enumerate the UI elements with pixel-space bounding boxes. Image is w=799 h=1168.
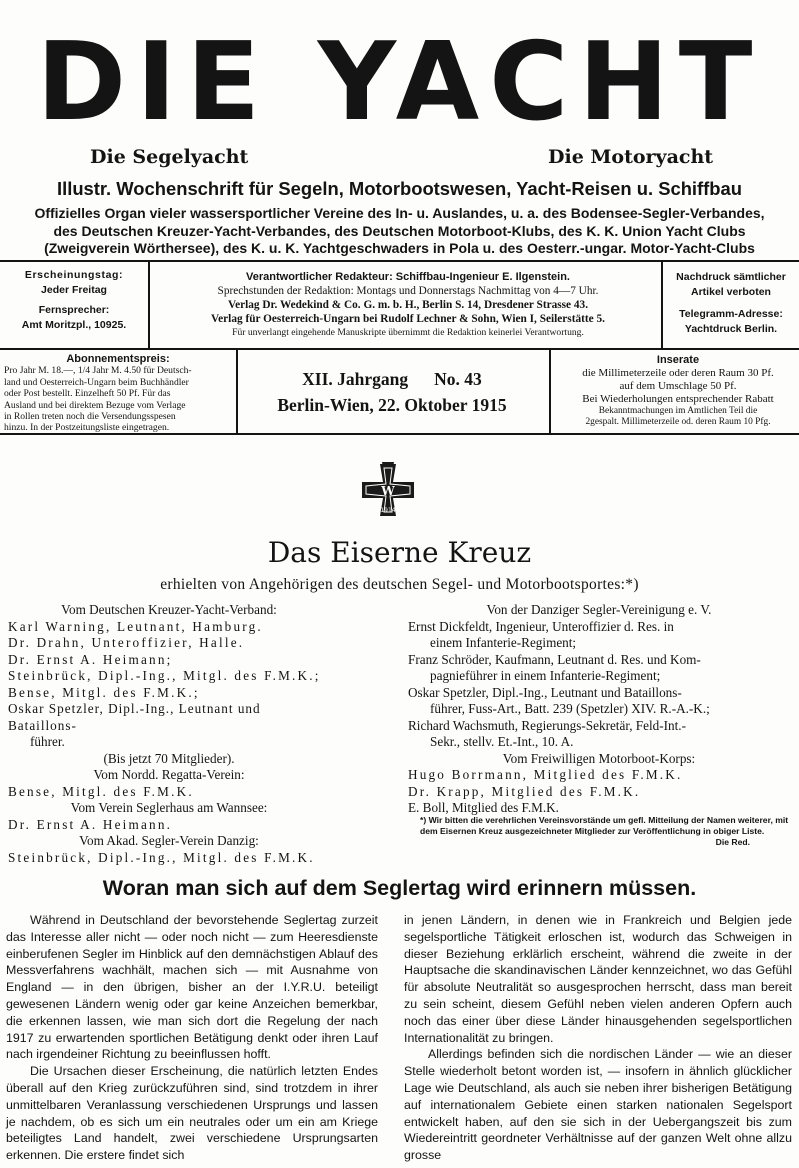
honoree: Steinbrück, Dipl.-Ing., Mitgl. des F.M.K. — [8, 849, 315, 865]
phone-number: Amt Moritzpl., 10925. — [21, 318, 127, 331]
phone-label: Fernsprecher: — [38, 304, 110, 316]
masthead-title: DIE YACHT — [36, 20, 763, 145]
issue-place-date: Berlin-Wien, 22. Oktober 1915 — [277, 395, 507, 415]
telegram-address: Yachtdruck Berlin. — [684, 322, 778, 335]
editorial-line: Verlag für Oesterreich-Ungarn bei Rudolf Lechner & Sohn, Wien I, Seilerstätte 5. — [211, 313, 605, 325]
honoree: Oskar Spetzler, Dipl.-Ing., Leutnant und Bataillons- — [408, 684, 682, 700]
advertising-heading: Inserate — [656, 354, 700, 366]
honoree: Dr. Drahn, Unteroffizier, Halle. — [8, 635, 245, 650]
advertising-line: Bei Wiederholungen entsprechender Rabatt — [582, 393, 774, 405]
club-heading: Vom Freiwilligen Motorboot-Korps: — [502, 750, 696, 766]
publication-info — [4, 268, 144, 332]
honoree-continued: führer, Fuss-Art., Batt. 239 (Spetzler) XIV. R.-A.-K.; — [430, 701, 710, 716]
honoree-continued: pagnieführer in einem Infanterie-Regiment; — [430, 668, 661, 683]
article-paragraph: in jenen Ländern, in denen wie in Frankreich und Belgien jede segelsportliche Tätigkeit erloschen ist, wodurch das Schweigen in dieser Beziehung erklärlich erscheint, während die zweite in der Hauptsache die skandinavischen Länder kennzeichnet, wo das Gefühl für absolute Neutralität so ausgesprochen herrscht, dass man bereit zu sein scheint, diesem Gefühl neben vielen anderen Opfern auch noch das einer über diese Länder hinausgehenden segelsportlichen Internationalität zu bringen. — [404, 913, 792, 1045]
editorial-line: Sprechstunden der Redaktion: Montags und Donnerstags Nachmittag von 4—7 Uhr. — [217, 285, 599, 297]
footnote-signature: Die Red. — [715, 837, 750, 847]
article-paragraph: Während in Deutschland der bevorstehende Seglertag zurzeit das Interesse aller nicht — oder noch nicht — zum Heeresdienste einberufenen Segler im Hinblick auf den demnächstigen Ablauf des Messverfahrens wachhält, machen sich — mit Ausnahme von England — in den übrigen, bisher an der I.Y.R.U. beteiligt gewesenen Ländern wenig oder gar keine Anzeichen bemerkbar, die erkennen lassen, wie man sich dort die Regelung der nach 1917 zu erwartenden sportlichen Betätigung denkt oder ihren Lauf nach irgendeiner Richtung zu beeinflussen hofft. — [6, 913, 378, 1062]
publication-day: Jeder Freitag — [41, 283, 107, 296]
reprint-info — [666, 270, 796, 336]
subscription-line: Pro Jahr M. 18.—, 1/4 Jahr M. 4.50 für Deutsch- — [4, 365, 192, 377]
masthead-organ-text — [0, 205, 799, 258]
advertising-info — [560, 354, 796, 428]
rule — [0, 348, 799, 350]
masthead-tagline: Illustr. Wochenschrift für Segeln, Motorbootswesen, Yacht-Reisen u. Schiffbau — [57, 178, 742, 199]
editorial-info — [157, 270, 659, 340]
honoree: Oskar Spetzler, Dipl.-Ing., Leutnant und Bataillons- — [8, 701, 261, 733]
reprint-note: Nachdruck sämtlicher — [676, 271, 786, 283]
manuscript-note: Für unverlangt eingehende Manuskripte übernimmt die Redaktion keinerlei Verantwortung. — [232, 327, 584, 338]
footnote-text: *) Wir bitten die verehrlichen Vereinsvorstände um gefl. Mitteilung der Namen weiterer, mit dem Eisernen Kreuz ausgezeichneter Mitglieder zur Veröffentlichung in obiger Liste. — [420, 815, 789, 836]
footnote — [420, 815, 790, 848]
article-paragraph: Die Ursachen dieser Erscheinung, die natürlich letzten Endes überall auf den Krieg zurückzuführen sind, sind trotzdem in ihrer unmittelbaren Veranlassung verschiedenen Ursprungs und lassen je nachdem, ob es sich um ein neutrales oder um ein am Kriege beteiligtes Land handelt, zwei verschiedene Ursprungsarten erkennen. Die erstere findet sich — [6, 1064, 378, 1163]
publication-day-label: Erscheinungstag: — [24, 269, 124, 281]
reprint-note: Artikel verboten — [691, 285, 771, 298]
article-left-column — [6, 912, 378, 1164]
masthead-subtitle-right: Die Motoryacht — [548, 146, 714, 168]
masthead-subtitle-left: Die Segelyacht — [90, 146, 249, 168]
issue-year: XII. Jahrgang — [302, 369, 409, 389]
advertising-note: Bekanntmachungen im Amtlichen Teil die — [598, 406, 758, 416]
issue-number: No. 43 — [434, 369, 482, 389]
advertising-line: die Millimeterzeile oder deren Raum 30 Pf. — [582, 367, 774, 379]
telegram-label: Telegramm-Adresse: — [679, 308, 783, 320]
honoree: Dr. Krapp, Mitglied des F.M.K. — [408, 783, 641, 799]
honoree-continued: einem Infanterie-Regiment; — [430, 635, 577, 650]
subscription-line: in Rollen treten noch die Versendungsspesen — [4, 411, 176, 423]
organ-line: des Deutschen Kreuzer-Yacht-Verbandes, des Deutschen Motorboot-Klubs, des K. K. Union Yacht Clubs — [53, 222, 746, 239]
divider — [549, 350, 551, 433]
divider — [148, 262, 150, 348]
subscription-line: land und Oesterreich-Ungarn beim Buchhändler — [4, 376, 189, 388]
honoree-continued: führer. — [30, 734, 65, 749]
subscription-line: Ausland und bei direktem Bezuge vom Verlage — [4, 399, 186, 411]
subscription-line: oder Post bestellt. Einzelheft 50 Pf. Für das — [4, 388, 171, 400]
editorial-line: Verlag Dr. Wedekind & Co. G. m. b. H., Berlin S. 14, Dresdener Strasse 43. — [227, 299, 589, 311]
member-count: (Bis jetzt 70 Mitglieder). — [103, 750, 235, 766]
iron-cross-icon — [358, 460, 418, 520]
subscription-line: hinzu. In der Postzeitungsliste eingetragen. — [4, 422, 170, 434]
cross-year: 1914 — [380, 507, 396, 514]
issue-info — [242, 366, 542, 418]
honoree: Hugo Borrmann, Mitglied des F.M.K. — [408, 767, 683, 782]
honoree: Dr. Ernst A. Heimann; — [8, 651, 173, 667]
club-heading: Vom Deutschen Kreuzer-Yacht-Verband: — [61, 602, 277, 617]
divider — [661, 262, 663, 348]
subscription-info — [4, 354, 232, 434]
divider — [236, 350, 238, 433]
advertising-line: auf dem Umschlage 50 Pf. — [619, 380, 737, 392]
honoree: Steinbrück, Dipl.-Ing., Mitgl. des F.M.K.; — [8, 668, 321, 683]
honoree: Bense, Mitgl. des F.M.K. — [8, 783, 194, 799]
club-heading: Vom Verein Seglerhaus am Wannsee: — [70, 800, 268, 815]
club-heading: Vom Akad. Segler-Verein Danzig: — [79, 833, 259, 848]
club-heading: Vom Nordd. Regatta-Verein: — [93, 767, 245, 782]
rule — [0, 260, 799, 262]
organ-line: (Zweigverein Wörthersee), des K. u. K. Yachtgeschwaders in Pola u. des Oesterr.-ungar. Motor-Yacht-Clubs — [44, 240, 755, 256]
honoree-continued: Sekr., stellv. Et.-Int., 10. A. — [430, 734, 574, 749]
article-paragraph: Allerdings befinden sich die nordischen Länder — wie an dieser Stelle wiederholt betont worden ist, — insofern in ähnlich glücklicher Lage wie Deutschland, als auch sie neben ihrer bisherigen Betätigung auf internationalem Gebiete einen starken nationalen Segelsport entwickelt haben, auf den sie sich in der Uebergangszeit bis zum Wiedereintritt geordneter Verhältnisse auf der ganzen Welt ohne allzu grosse — [404, 1047, 792, 1163]
article-right-column — [404, 912, 792, 1164]
honoree: Dr. Ernst A. Heimann. — [8, 816, 173, 832]
cross-letter: W — [381, 484, 395, 498]
article-title: Woran man sich auf dem Seglertag wird erinnern müssen. — [102, 876, 697, 900]
honors-right-column — [408, 602, 790, 817]
advertising-note: 2gespalt. Millimeterzeile od. deren Raum 10 Pfg. — [585, 417, 771, 427]
honoree: Bense, Mitgl. des F.M.K.; — [8, 684, 200, 700]
honoree: Karl Warning, Leutnant, Hamburg. — [8, 618, 263, 634]
honors-left-column — [8, 602, 330, 866]
honoree: E. Boll, Mitglied des F.M.K. — [408, 800, 559, 815]
honoree: Franz Schröder, Kaufmann, Leutnant d. Res. und Kom- — [408, 651, 701, 667]
organ-line: Offizielles Organ vieler wassersportlicher Vereine des In- u. Auslandes, u. a. des Bodensee-Segler-Verbandes, — [34, 205, 765, 221]
honoree: Ernst Dickfeldt, Ingenieur, Unteroffizier d. Res. in — [408, 618, 674, 634]
section-title: Das Eiserne Kreuz — [267, 536, 532, 569]
editor-line: Verantwortlicher Redakteur: Schiffbau-Ingenieur E. Ilgenstein. — [246, 271, 570, 283]
subscription-heading: Abonnementspreis: — [66, 353, 170, 365]
honoree: Richard Wachsmuth, Regierungs-Sekretär, Feld-Int.- — [408, 717, 686, 733]
club-heading: Von der Danziger Segler-Vereinigung e. V. — [486, 602, 712, 617]
section-subtitle: erhielten von Angehörigen des deutschen Segel- und Motorbootsportes:*) — [160, 576, 639, 593]
